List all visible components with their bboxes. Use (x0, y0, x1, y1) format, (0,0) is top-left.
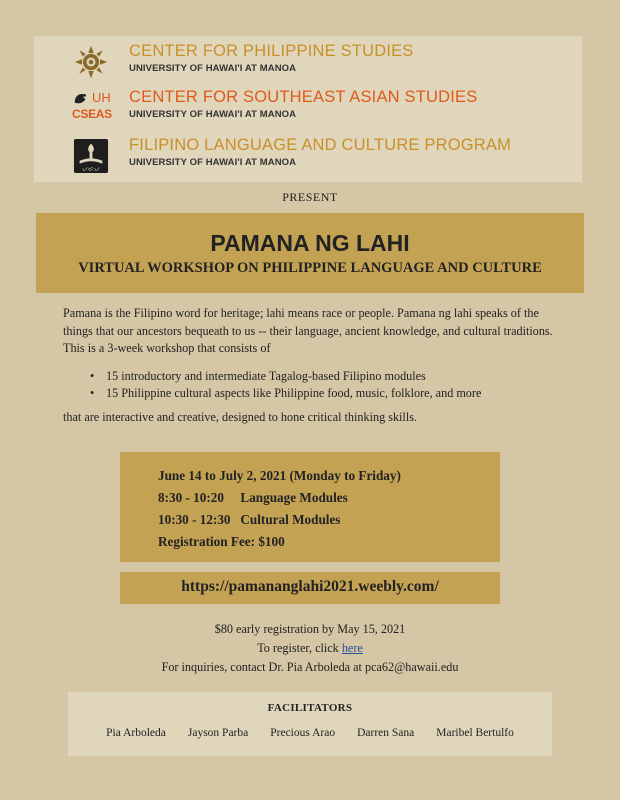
early-registration: $80 early registration by May 15, 2021 (214, 622, 406, 636)
org-name: CENTER FOR SOUTHEAST ASIAN STUDIES (129, 88, 478, 106)
registration-fee: Registration Fee: $100 (158, 534, 285, 549)
sun-emblem-icon (72, 44, 110, 80)
list-item: • 15 introductory and intermediate Tagalog-based Filipino modules (90, 369, 426, 383)
cseas-logo (72, 90, 120, 126)
schedule-language: 8:30 - 10:20 Language Modules (158, 490, 348, 505)
org-name: FILIPINO LANGUAGE AND CULTURE PROGRAM (129, 136, 512, 154)
intro-paragraph: Pamana is the Filipino word for heritage; lahi means race or people. Pamana ng lahi speaks of the things that our ancestors bequeath to us -- their language, ancient knowledge, and cultural traditions. This is a 3-week workshop that consists of (63, 306, 553, 355)
book-torch-icon (72, 138, 110, 174)
org-name: CENTER FOR PHILIPPINE STUDIES (129, 42, 414, 60)
register-line (0, 641, 620, 656)
register-text: To register, click (257, 641, 339, 655)
workshop-title: PAMANA NG LAHI (210, 230, 410, 256)
cseas-wordmark: CSEAS (72, 107, 112, 121)
facilitator-name: Precious Arao (270, 727, 336, 739)
outro-paragraph: that are interactive and creative, designed to hone critical thinking skills. (63, 410, 417, 424)
org-philippine-studies (34, 42, 582, 82)
title-banner (36, 213, 584, 293)
facilitators-heading: FACILITATORS (267, 702, 353, 714)
org-filipino-program (34, 136, 582, 176)
organizations-panel (34, 36, 582, 182)
facilitator-name: Darren Sana (357, 727, 415, 739)
org-southeast-asian-studies (34, 88, 582, 128)
facilitator-name: Jayson Parba (187, 727, 249, 739)
present-label: PRESENT (282, 190, 338, 204)
workshop-subtitle: VIRTUAL WORKSHOP ON PHILIPPINE LANGUAGE AND CULTURE (78, 260, 542, 276)
facilitator-name: Maribel Bertulfo (436, 727, 514, 739)
schedule-cultural: 10:30 - 12:30 Cultural Modules (158, 512, 341, 527)
org-university: UNIVERSITY OF HAWAI'I AT MANOA (129, 109, 297, 120)
list-item: • 15 Philippine cultural aspects like Philippine food, music, folklore, and more (90, 386, 482, 400)
facilitators-panel (68, 692, 552, 756)
org-university: UNIVERSITY OF HAWAI'I AT MANOA (129, 157, 297, 168)
facilitator-name: Pia Arboleda (106, 727, 166, 739)
uh-mark: UH (92, 90, 111, 105)
list-item-text: 15 introductory and intermediate Tagalog-based Filipino modules (106, 369, 426, 383)
org-university: UNIVERSITY OF HAWAI'I AT MANOA (129, 63, 297, 74)
facilitators-names (68, 727, 552, 739)
schedule-box (120, 452, 500, 562)
svg-text:ᜉᜇᜉ: ᜉᜇᜉ (81, 167, 101, 174)
register-link[interactable]: here (341, 641, 363, 655)
cseas-bird-icon (72, 90, 90, 108)
website-url[interactable]: https://pamananglahi2021.weebly.com/ (120, 572, 500, 604)
inquiries-line: For inquiries, contact Dr. Pia Arboleda at pca62@hawaii.edu (161, 660, 459, 674)
schedule-dates: June 14 to July 2, 2021 (Monday to Friday) (158, 468, 401, 483)
modules-list (90, 368, 570, 402)
list-item-text: 15 Philippine cultural aspects like Philippine food, music, folklore, and more (106, 386, 482, 400)
